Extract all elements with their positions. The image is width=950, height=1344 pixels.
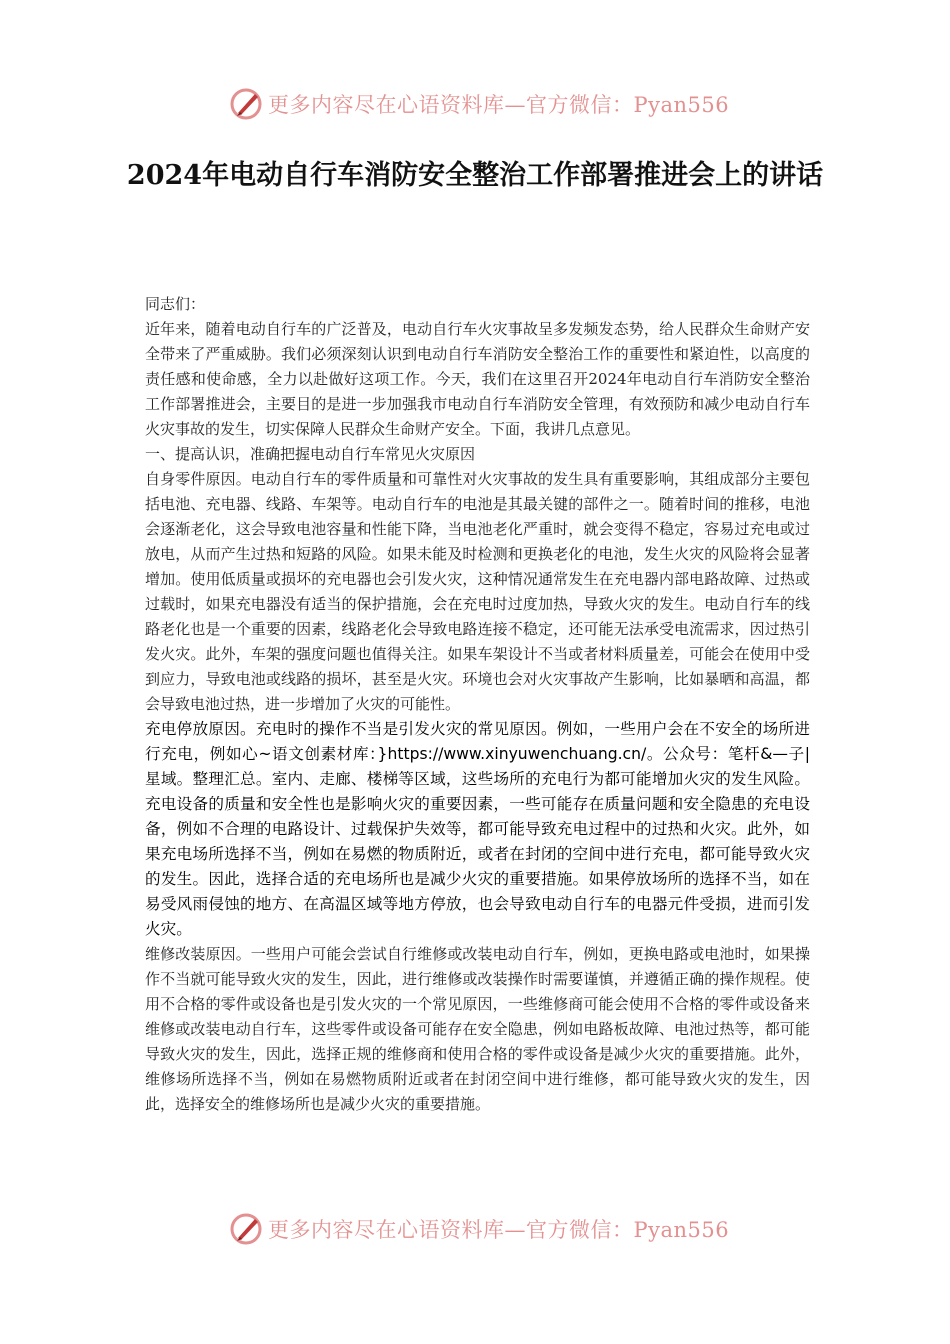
footer-banner[interactable] bbox=[228, 1209, 729, 1249]
page-title: 2024年电动自行车消防安全整治工作部署推进会上的讲话 bbox=[126, 160, 824, 191]
document-body bbox=[145, 292, 810, 1117]
charging-cause-paragraph: 充电停放原因。充电时的操作不当是引发火灾的常见原因。例如，一些用户会在不安全的场所进行充电，例如心~语文创素材库：}https://www.xinyuwenchuang.cn/。公众号：笔杆&—子|星域。整理汇总。室内、走廊、楼梯等区域，这些场所的充电行为都可能增加火灾的发生风险。充电设备的质量和安全性也是影响火灾的重要因素，一些可能存在质量问题和安全隐患的充电设备，例如不合理的电路设计、过载保护失效等，都可能导致充电过程中的过热和火灾。此外，如果充电场所选择不当，例如在易燃的物质附近，或者在封闭的空间中进行充电，都可能导致火灾的发生。因此，选择合适的充电场所也是减少火灾的重要措施。如果停放场所的选择不当，如在易受风雨侵蚀的地方、在高温区域等地方停放，也会导致电动自行车的电器元件受损，进而引发火灾。 bbox=[145, 720, 810, 938]
quill-pen-logo-icon bbox=[228, 1211, 264, 1247]
section-heading: 一、提高认识，准确把握电动自行车常见火灾原因 bbox=[145, 445, 476, 463]
quill-pen-logo-icon bbox=[228, 86, 264, 122]
header-banner[interactable] bbox=[228, 84, 729, 124]
intro-paragraph: 近年来，随着电动自行车的广泛普及，电动自行车火灾事故呈多发频发态势，给人民群众生命财产安全带来了严重威胁。我们必须深刻认识到电动自行车消防安全整治工作的重要性和紧迫性，以高度的责任感和使命感，全力以赴做好这项工作。今天，我们在这里召开2024年电动自行车消防安全整治工作部署推进会，主要目的是进一步加强我市电动自行车消防安全管理，有效预防和减少电动自行车火灾事故的发生，切实保障人民群众生命财产安全。下面，我讲几点意见。 bbox=[145, 320, 810, 438]
repair-cause-paragraph: 维修改装原因。一些用户可能会尝试自行维修或改装电动自行车，例如，更换电路或电池时，如果操作不当就可能导致火灾的发生，因此，进行维修或改装操作时需要谨慎，并遵循正确的操作规程。使用不合格的零件或设备也是引发火灾的一个常见原因，一些维修商可能会使用不合格的零件或设备来维修或改装电动自行车，这些零件或设备可能存在安全隐患，例如电路板故障、电池过热等，都可能导致火灾的发生，因此，选择正规的维修商和使用合格的零件或设备是减少火灾的重要措施。此外，维修场所选择不当，例如在易燃物质附近或者在封闭空间中进行维修，都可能导致火灾的发生，因此，选择安全的维修场所也是减少火灾的重要措施。 bbox=[145, 945, 810, 1113]
banner-text: 更多内容尽在心语资料库—官方微信：Pyan556 bbox=[268, 1218, 730, 1242]
salutation: 同志们： bbox=[145, 295, 206, 313]
banner-text: 更多内容尽在心语资料库—官方微信：Pyan556 bbox=[268, 93, 730, 117]
parts-cause-paragraph: 自身零件原因。电动自行车的零件质量和可靠性对火灾事故的发生具有重要影响，其组成部分主要包括电池、充电器、线路、车架等。电动自行车的电池是其最关键的部件之一。随着时间的推移，电池会逐渐老化，这会导致电池容量和性能下降，当电池老化严重时，就会变得不稳定，容易过充电或过放电，从而产生过热和短路的风险。如果未能及时检测和更换老化的电池，发生火灾的风险将会显著增加。使用低质量或损坏的充电器也会引发火灾，这种情况通常发生在充电器内部电路故障、过热或过载时，如果充电器没有适当的保护措施，会在充电时过度加热，导致火灾的发生。电动自行车的线路老化也是一个重要的因素，线路老化会导致电路连接不稳定，还可能无法承受电流需求，因过热引发火灾。此外，车架的强度问题也值得关注。如果车架设计不当或者材料质量差，可能会在使用中受到应力，导致电池或线路的损坏，甚至是火灾。环境也会对火灾事故产生影响，比如暴晒和高温，都会导致电池过热，进一步增加了火灾的可能性。 bbox=[145, 470, 810, 713]
